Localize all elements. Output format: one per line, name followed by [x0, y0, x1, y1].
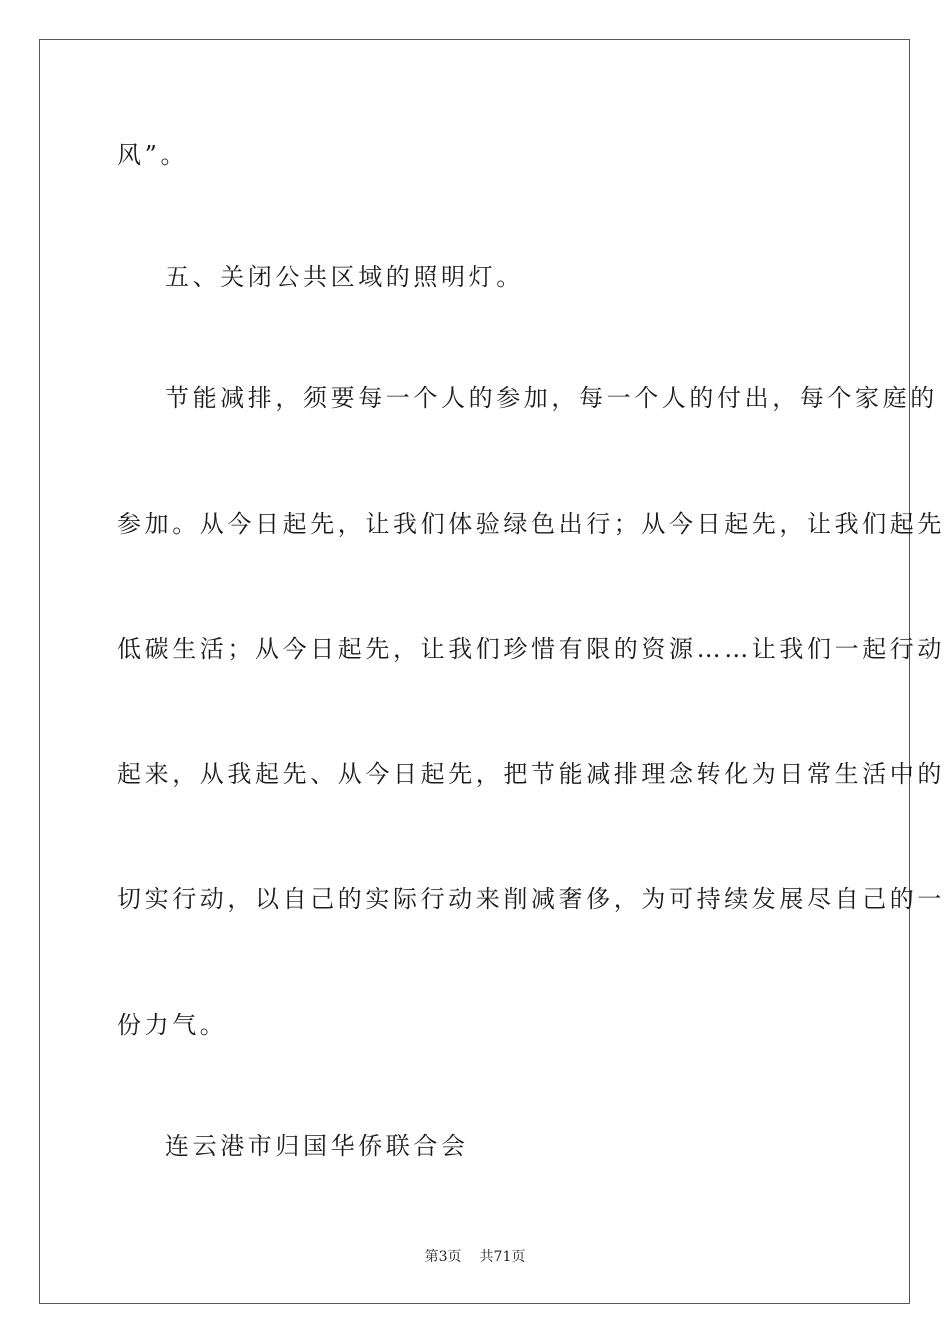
text-line-1: 风”。	[117, 141, 189, 169]
paragraph-line-6: 份力气。	[117, 1011, 228, 1039]
total-page-count: 共71页	[479, 1249, 526, 1265]
paragraph-line-5: 切实行动，以自己的实际行动来削减奢侈，为可持续发展尽自己的一	[117, 885, 945, 913]
current-page-number: 第3页	[424, 1249, 462, 1265]
paragraph-line-3: 低碳生活；从今日起先，让我们珍惜有限的资源……让我们一起行动	[117, 635, 945, 663]
section-heading-5: 五、关闭公共区域的照明灯。	[165, 263, 524, 291]
paragraph-line-1: 节能减排，须要每一个人的参加，每一个人的付出，每个家庭的	[165, 384, 938, 412]
signature-organization: 连云港市归国华侨联合会	[165, 1132, 469, 1160]
page-footer	[0, 1248, 950, 1266]
page-frame	[39, 39, 945, 1304]
paragraph-line-4: 起来，从我起先、从今日起先，把节能减排理念转化为日常生活中的	[117, 760, 945, 788]
paragraph-line-2: 参加。从今日起先，让我们体验绿色出行；从今日起先，让我们起先	[117, 510, 945, 538]
